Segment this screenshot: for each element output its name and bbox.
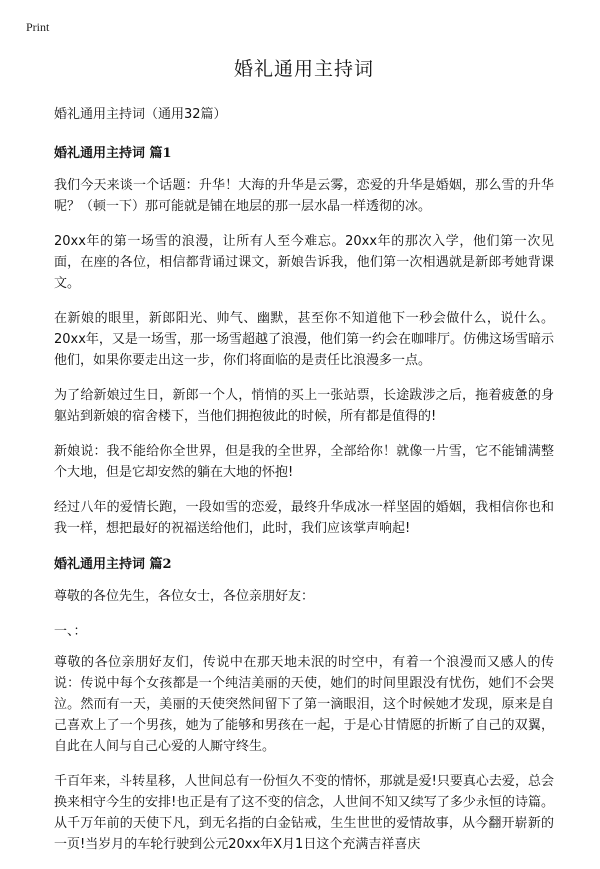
- section-2: [54, 553, 554, 855]
- paragraph: 千百年来，斗转星移，人世间总有一份恒久不变的情怀，那就是爱!只要真心去爱，总会换来相守今生的安排!也正是有了这不变的信念，人世间不知又续写了多少永恒的诗篇。从千万年前的天使下凡，到无名指的白金钻戒，生生世世的爱情故事，从今翻开崭新的一页!当岁月的车轮行驶到公元20xx年X月1日这个充满吉祥喜庆: [54, 774, 554, 852]
- document-subtitle: 婚礼通用主持词（通用32篇）: [54, 107, 227, 122]
- paragraph: 尊敬的各位先生，各位女士，各位亲朋好友：: [54, 589, 315, 604]
- paragraph: 经过八年的爱情长跑，一段如雪的恋爱，最终升华成冰一样坚固的婚姻，我相信你也和我一样，想把最好的祝福送给他们，此时，我们应该掌声响起!: [54, 500, 554, 536]
- page-title: 婚礼通用主持词: [233, 58, 374, 80]
- section-heading: 婚礼通用主持词 篇2: [54, 557, 172, 572]
- section-1: [54, 142, 554, 539]
- print-link[interactable]: Print: [26, 20, 50, 34]
- paragraph: 为了给新娘过生日，新郎一个人，悄悄的买上一张站票，长途跋涉之后，拖着疲惫的身躯站到新娘的宿舍楼下，当他们拥抱彼此的时候，所有都是值得的!: [54, 388, 554, 424]
- paragraph: 在新娘的眼里，新郎阳光、帅气、幽默，甚至你不知道他下一秒会做什么，说什么。20xx年，又是一场雪，那一场雪超越了浪漫，他们第一约会在咖啡厅。仿佛这场雪暗示他们，如果你要走出这一步，你们将面临的是责任比浪漫多一点。: [54, 311, 554, 368]
- paragraph: 20xx年的第一场雪的浪漫，让所有人至今难忘。20xx年的那次入学，他们第一次见面，在座的各位，相信都背诵过课文，新娘告诉我，他们第一次相遇就是新郎考她背课文。: [54, 234, 554, 291]
- section-heading: 婚礼通用主持词 篇1: [54, 146, 172, 161]
- paragraph: 一、：: [54, 624, 87, 639]
- paragraph: 我们今天来谈一个话题：升华！大海的升华是云雾，恋爱的升华是婚姻，那么雪的升华呢？（顿一下）那可能就是铺在地层的那一层水晶一样透彻的冰。: [54, 178, 554, 214]
- document-body: [54, 54, 554, 869]
- paragraph: 尊敬的各位亲朋好友们，传说中在那天地未泯的时空中，有着一个浪漫而又感人的传说：传说中每个女孩都是一个纯洁美丽的天使，她们的时间里跟没有忧伤，她们不会哭泣。然而有一天，美丽的天使突然间留下了第一滴眼泪，这个时候她才发现，原来是自己喜欢上了一个男孩，她为了能够和男孩在一起，于是心甘情愿的折断了自己的双翼，自此在人间与自己心爱的人厮守终生。: [54, 655, 554, 754]
- paragraph: 新娘说：我不能给你全世界，但是我的全世界，全部给你！就像一片雪，它不能铺满整个大地，但是它却安然的躺在大地的怀抱!: [54, 444, 554, 480]
